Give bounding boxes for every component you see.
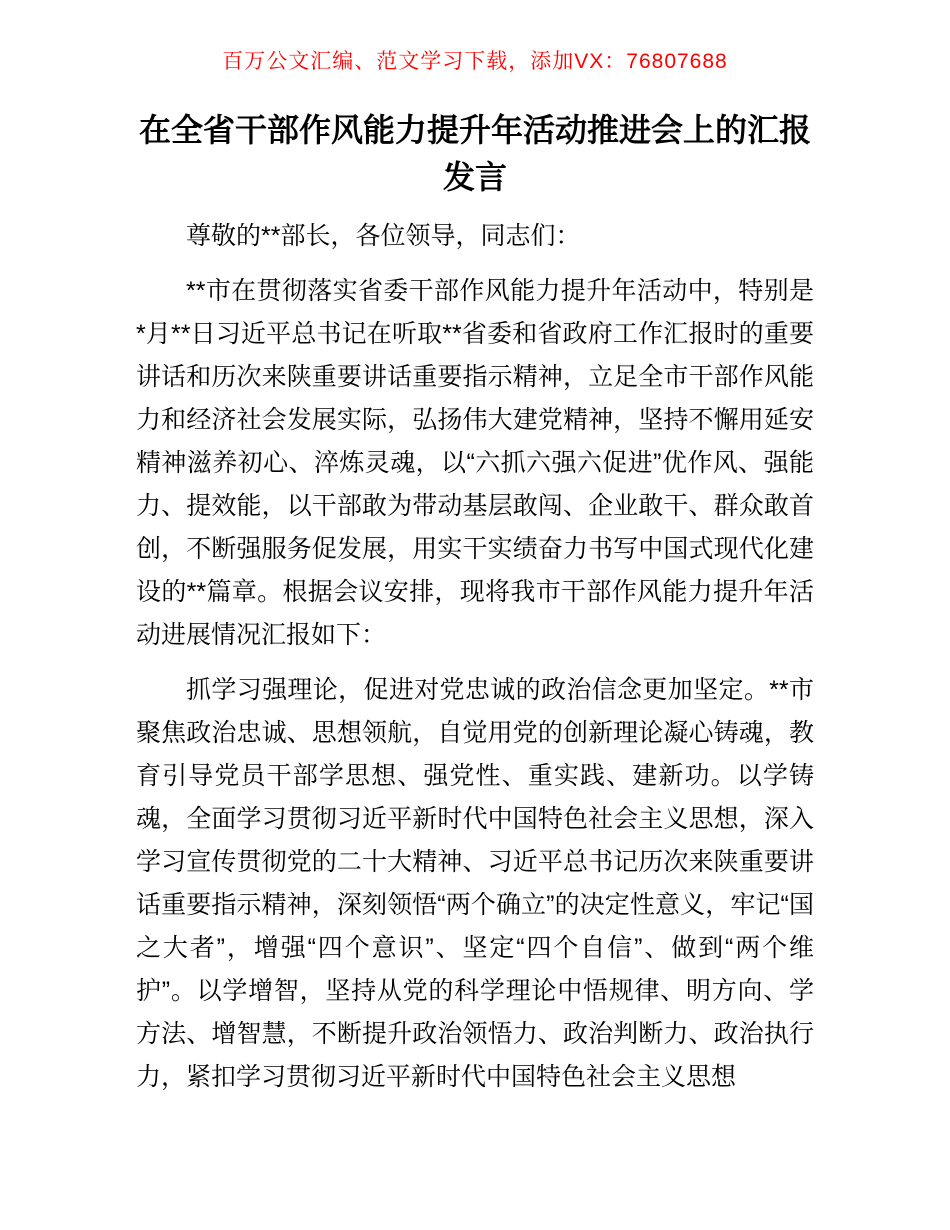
document-title: 在全省干部作风能力提升年活动推进会上的汇报发言 [138, 112, 811, 195]
promo-banner: 百万公文汇编、范文学习下载，添加VX：76807688 [222, 50, 728, 73]
intro-paragraph: **市在贯彻落实省委干部作风能力提升年活动中，特别是*月**日习近平总书记在听取**省委和省政府工作汇报时的重要讲话和历次来陕重要讲话重要指示精神，立足全市干部作风能力和经济社会发展实际，弘扬伟大建党精神，坚持不懈用延安精神滋养初心、淬炼灵魂，以“六抓六强六促进”优作风、强能力、提效能，以干部敢为带动基层敢闯、企业敢干、群众敢首创，不断强服务促发展，用实干实绩奋力书写中国式现代化建设的**篇章。根据会议安排，现将我市干部作风能力提升年活动进展情况汇报如下： [136, 277, 814, 649]
report-paragraph: 抓学习强理论，促进对党忠诚的政治信念更加坚定。**市聚焦政治忠诚、思想领航，自觉用党的创新理论凝心铸魂，教育引导党员干部学思想、强党性、重实践、建新功。以学铸魂，全面学习贯彻习近平新时代中国特色社会主义思想，深入学习宣传贯彻党的二十大精神、习近平总书记历次来陕重要讲话重要指示精神，深刻领悟“两个确立”的决定性意义，牢记“国之大者”，增强“四个意识”、坚定“四个自信”、做到“两个维护”。以学增智，坚持从党的科学理论中悟规律、明方向、学方法、增智慧，不断提升政治领悟力、政治判断力、政治执行力，紧扣学习贯彻习近平新时代中国特色社会主义思想 [136, 676, 814, 1091]
document-body [136, 215, 814, 1099]
salutation-paragraph: 尊敬的**部长，各位领导，同志们： [186, 222, 581, 250]
